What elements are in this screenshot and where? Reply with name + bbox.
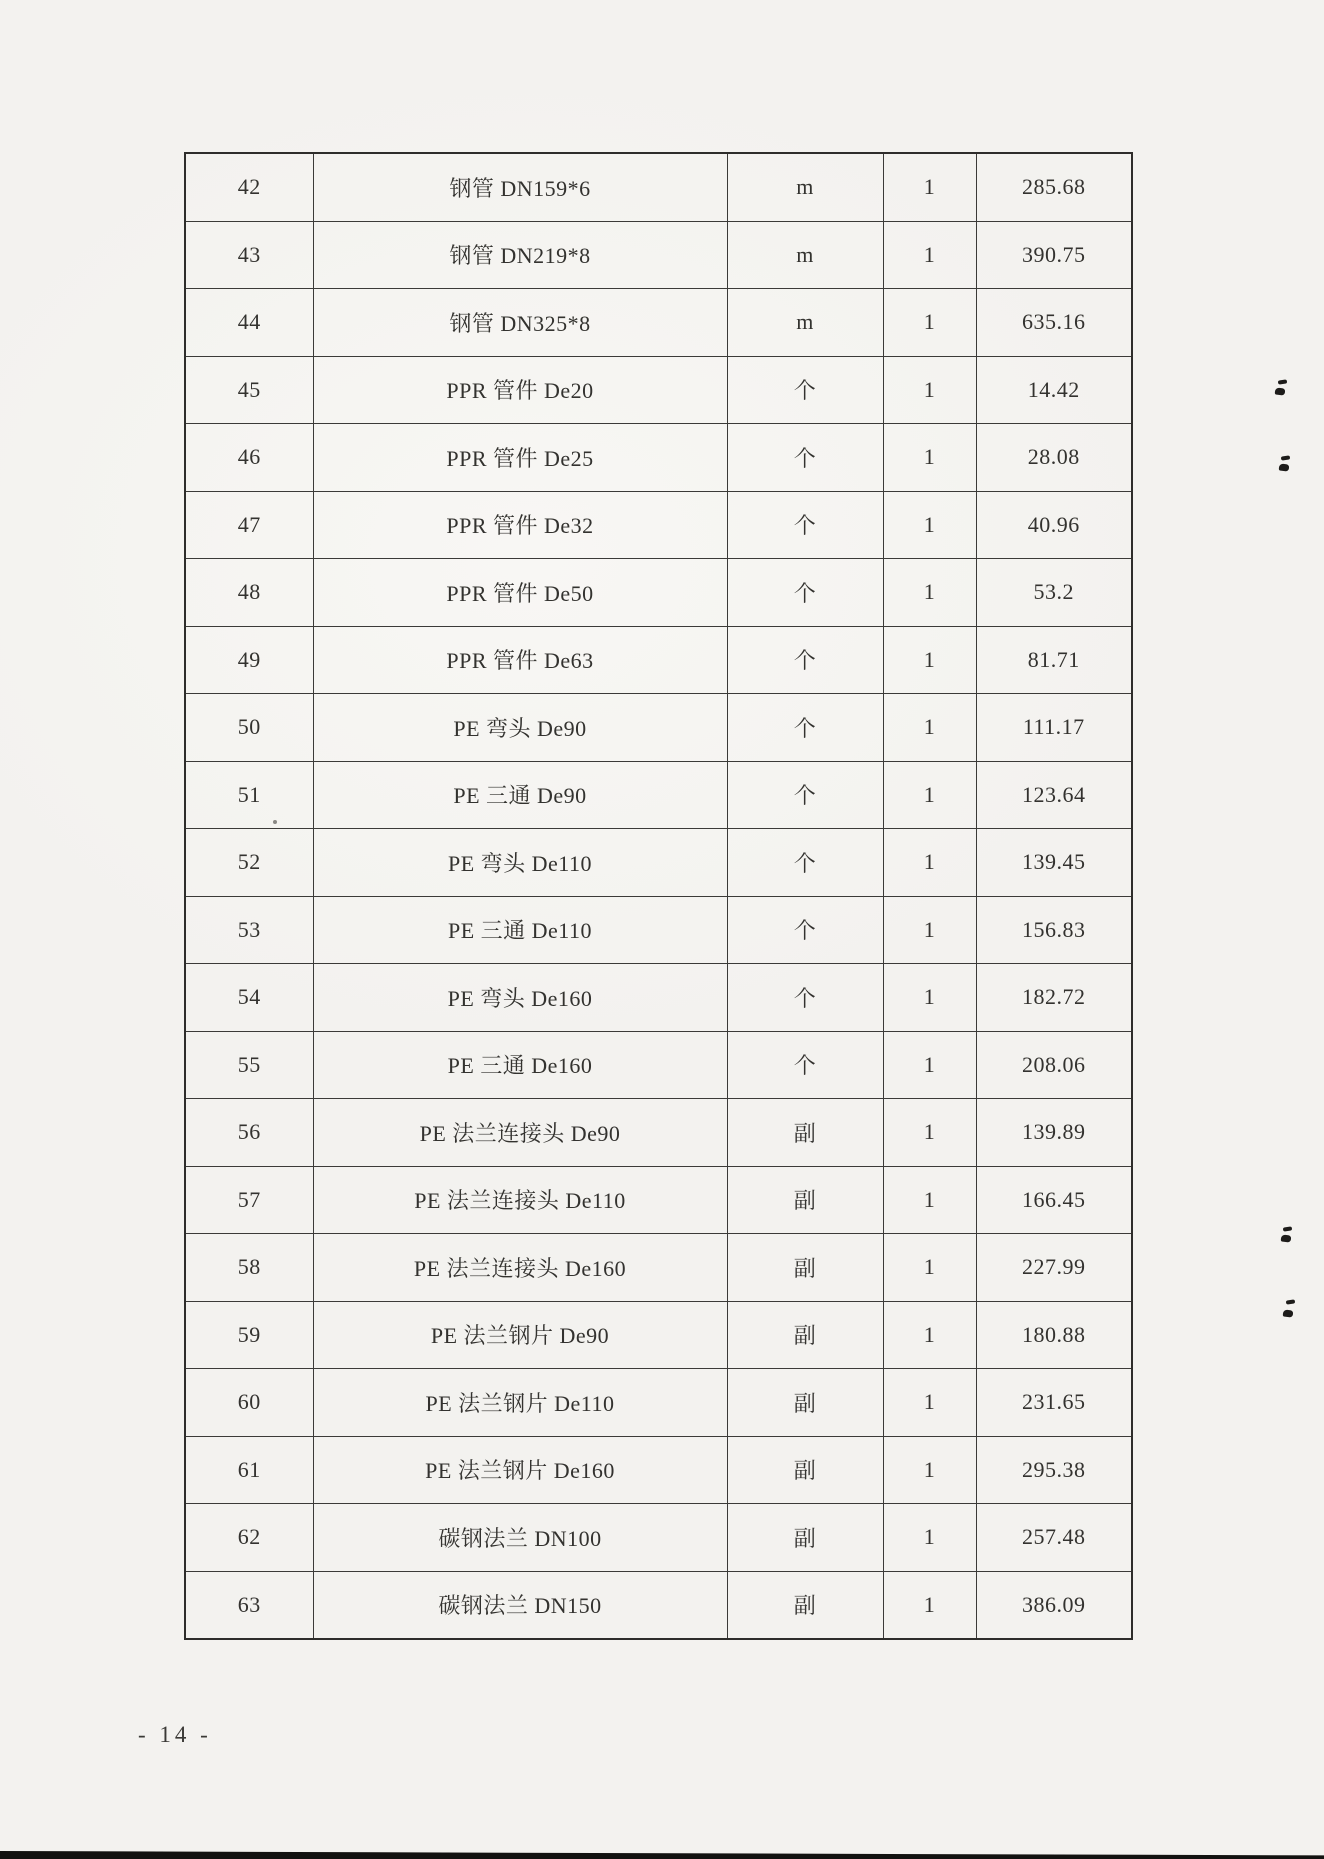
cell-quantity: 1 — [883, 1571, 976, 1639]
cell-item-name: PE 法兰连接头 De160 — [313, 1234, 727, 1302]
table-row — [185, 1436, 1132, 1504]
cell-index: 60 — [185, 1369, 313, 1437]
cell-index: 51 — [185, 761, 313, 829]
cell-price: 166.45 — [976, 1166, 1132, 1234]
cell-item-name: PE 法兰钢片 De110 — [313, 1369, 727, 1437]
cell-index: 44 — [185, 289, 313, 357]
cell-item-name: 碳钢法兰 DN150 — [313, 1571, 727, 1639]
cell-index: 58 — [185, 1234, 313, 1302]
cell-price: 386.09 — [976, 1571, 1132, 1639]
cell-quantity: 1 — [883, 1166, 976, 1234]
cell-unit: 个 — [727, 694, 883, 762]
cell-index: 49 — [185, 626, 313, 694]
cell-item-name: PE 法兰钢片 De160 — [313, 1436, 727, 1504]
cell-price: 635.16 — [976, 289, 1132, 357]
cell-item-name: 钢管 DN219*8 — [313, 221, 727, 289]
cell-price: 208.06 — [976, 1031, 1132, 1099]
cell-item-name: PE 三通 De160 — [313, 1031, 727, 1099]
cell-quantity: 1 — [883, 694, 976, 762]
cell-price: 156.83 — [976, 896, 1132, 964]
cell-quantity: 1 — [883, 1369, 976, 1437]
cell-index: 42 — [185, 153, 313, 221]
cell-price: 53.2 — [976, 559, 1132, 627]
cell-item-name: PPR 管件 De63 — [313, 626, 727, 694]
cell-quantity: 1 — [883, 761, 976, 829]
cell-unit: 个 — [727, 896, 883, 964]
cell-index: 57 — [185, 1166, 313, 1234]
cell-index: 46 — [185, 424, 313, 492]
ink-speck — [1278, 379, 1287, 384]
cell-unit: 个 — [727, 626, 883, 694]
cell-quantity: 1 — [883, 896, 976, 964]
cell-price: 14.42 — [976, 356, 1132, 424]
cell-quantity: 1 — [883, 626, 976, 694]
cell-index: 54 — [185, 964, 313, 1032]
ink-speck — [1279, 463, 1290, 471]
table-row — [185, 153, 1132, 221]
cell-index: 47 — [185, 491, 313, 559]
table-row — [185, 491, 1132, 559]
cell-index: 61 — [185, 1436, 313, 1504]
ink-speck — [1275, 387, 1286, 395]
cell-unit: 个 — [727, 491, 883, 559]
cell-index: 62 — [185, 1504, 313, 1572]
cell-index: 59 — [185, 1301, 313, 1369]
cell-unit: 副 — [727, 1369, 883, 1437]
table-row — [185, 1301, 1132, 1369]
cell-unit: 副 — [727, 1301, 883, 1369]
cell-quantity: 1 — [883, 1031, 976, 1099]
cell-index: 45 — [185, 356, 313, 424]
cell-quantity: 1 — [883, 1301, 976, 1369]
cell-price: 227.99 — [976, 1234, 1132, 1302]
cell-price: 295.38 — [976, 1436, 1132, 1504]
cell-index: 50 — [185, 694, 313, 762]
table-row — [185, 694, 1132, 762]
ink-speck — [1286, 1299, 1295, 1304]
cell-quantity: 1 — [883, 964, 976, 1032]
cell-item-name: PE 三通 De110 — [313, 896, 727, 964]
cell-price: 182.72 — [976, 964, 1132, 1032]
ink-speck — [1283, 1309, 1294, 1317]
cell-unit: 个 — [727, 829, 883, 897]
cell-index: 56 — [185, 1099, 313, 1167]
cell-unit: 副 — [727, 1436, 883, 1504]
cell-price: 139.45 — [976, 829, 1132, 897]
cell-unit: m — [727, 221, 883, 289]
cell-unit: 个 — [727, 1031, 883, 1099]
table-row — [185, 356, 1132, 424]
cell-item-name: PE 法兰连接头 De110 — [313, 1166, 727, 1234]
cell-quantity: 1 — [883, 1234, 976, 1302]
cell-item-name: PPR 管件 De32 — [313, 491, 727, 559]
cell-price: 180.88 — [976, 1301, 1132, 1369]
ink-speck — [273, 820, 277, 824]
cell-item-name: 钢管 DN325*8 — [313, 289, 727, 357]
table-row — [185, 1031, 1132, 1099]
cell-price: 123.64 — [976, 761, 1132, 829]
cell-quantity: 1 — [883, 289, 976, 357]
table-row — [185, 829, 1132, 897]
table-row — [185, 1571, 1132, 1639]
cell-item-name: PPR 管件 De25 — [313, 424, 727, 492]
cell-index: 63 — [185, 1571, 313, 1639]
cell-index: 53 — [185, 896, 313, 964]
table-row — [185, 424, 1132, 492]
cell-index: 48 — [185, 559, 313, 627]
cell-quantity: 1 — [883, 1504, 976, 1572]
cell-item-name: PE 法兰连接头 De90 — [313, 1099, 727, 1167]
ink-speck — [1281, 1234, 1292, 1242]
cell-unit: m — [727, 289, 883, 357]
cell-unit: 个 — [727, 559, 883, 627]
cell-price: 231.65 — [976, 1369, 1132, 1437]
table-row — [185, 1234, 1132, 1302]
table-row — [185, 1504, 1132, 1572]
table-row — [185, 1099, 1132, 1167]
cell-unit: 副 — [727, 1166, 883, 1234]
cell-item-name: PE 法兰钢片 De90 — [313, 1301, 727, 1369]
cell-price: 28.08 — [976, 424, 1132, 492]
cell-price: 285.68 — [976, 153, 1132, 221]
cell-price: 111.17 — [976, 694, 1132, 762]
cell-item-name: 碳钢法兰 DN100 — [313, 1504, 727, 1572]
cell-item-name: PE 三通 De90 — [313, 761, 727, 829]
cell-item-name: PE 弯头 De90 — [313, 694, 727, 762]
cell-quantity: 1 — [883, 1436, 976, 1504]
cell-unit: 个 — [727, 964, 883, 1032]
cell-unit: 个 — [727, 356, 883, 424]
ink-speck — [1283, 1226, 1292, 1231]
page-number: - 14 - — [138, 1722, 212, 1747]
cell-item-name: PE 弯头 De110 — [313, 829, 727, 897]
cell-quantity: 1 — [883, 424, 976, 492]
scan-edge-bar — [0, 1851, 1324, 1859]
cell-quantity: 1 — [883, 829, 976, 897]
cell-unit: 副 — [727, 1504, 883, 1572]
table-row — [185, 1166, 1132, 1234]
cell-quantity: 1 — [883, 559, 976, 627]
table-row — [185, 289, 1132, 357]
cell-unit: 副 — [727, 1099, 883, 1167]
table-row — [185, 761, 1132, 829]
cell-price: 40.96 — [976, 491, 1132, 559]
cell-quantity: 1 — [883, 1099, 976, 1167]
cell-unit: m — [727, 153, 883, 221]
table-row — [185, 559, 1132, 627]
cell-index: 52 — [185, 829, 313, 897]
table-row — [185, 626, 1132, 694]
cell-quantity: 1 — [883, 356, 976, 424]
cell-price: 390.75 — [976, 221, 1132, 289]
table-row — [185, 896, 1132, 964]
table-row — [185, 964, 1132, 1032]
ink-speck — [1281, 455, 1290, 460]
cell-index: 43 — [185, 221, 313, 289]
cell-quantity: 1 — [883, 491, 976, 559]
cell-quantity: 1 — [883, 221, 976, 289]
cell-item-name: PPR 管件 De50 — [313, 559, 727, 627]
cell-price: 81.71 — [976, 626, 1132, 694]
cell-unit: 个 — [727, 424, 883, 492]
cell-unit: 个 — [727, 761, 883, 829]
cell-item-name: PE 弯头 De160 — [313, 964, 727, 1032]
cell-quantity: 1 — [883, 153, 976, 221]
cell-index: 55 — [185, 1031, 313, 1099]
table-row — [185, 1369, 1132, 1437]
cell-item-name: PPR 管件 De20 — [313, 356, 727, 424]
price-table — [184, 152, 1133, 1640]
cell-unit: 副 — [727, 1571, 883, 1639]
cell-item-name: 钢管 DN159*6 — [313, 153, 727, 221]
table-row — [185, 221, 1132, 289]
cell-unit: 副 — [727, 1234, 883, 1302]
cell-price: 139.89 — [976, 1099, 1132, 1167]
cell-price: 257.48 — [976, 1504, 1132, 1572]
